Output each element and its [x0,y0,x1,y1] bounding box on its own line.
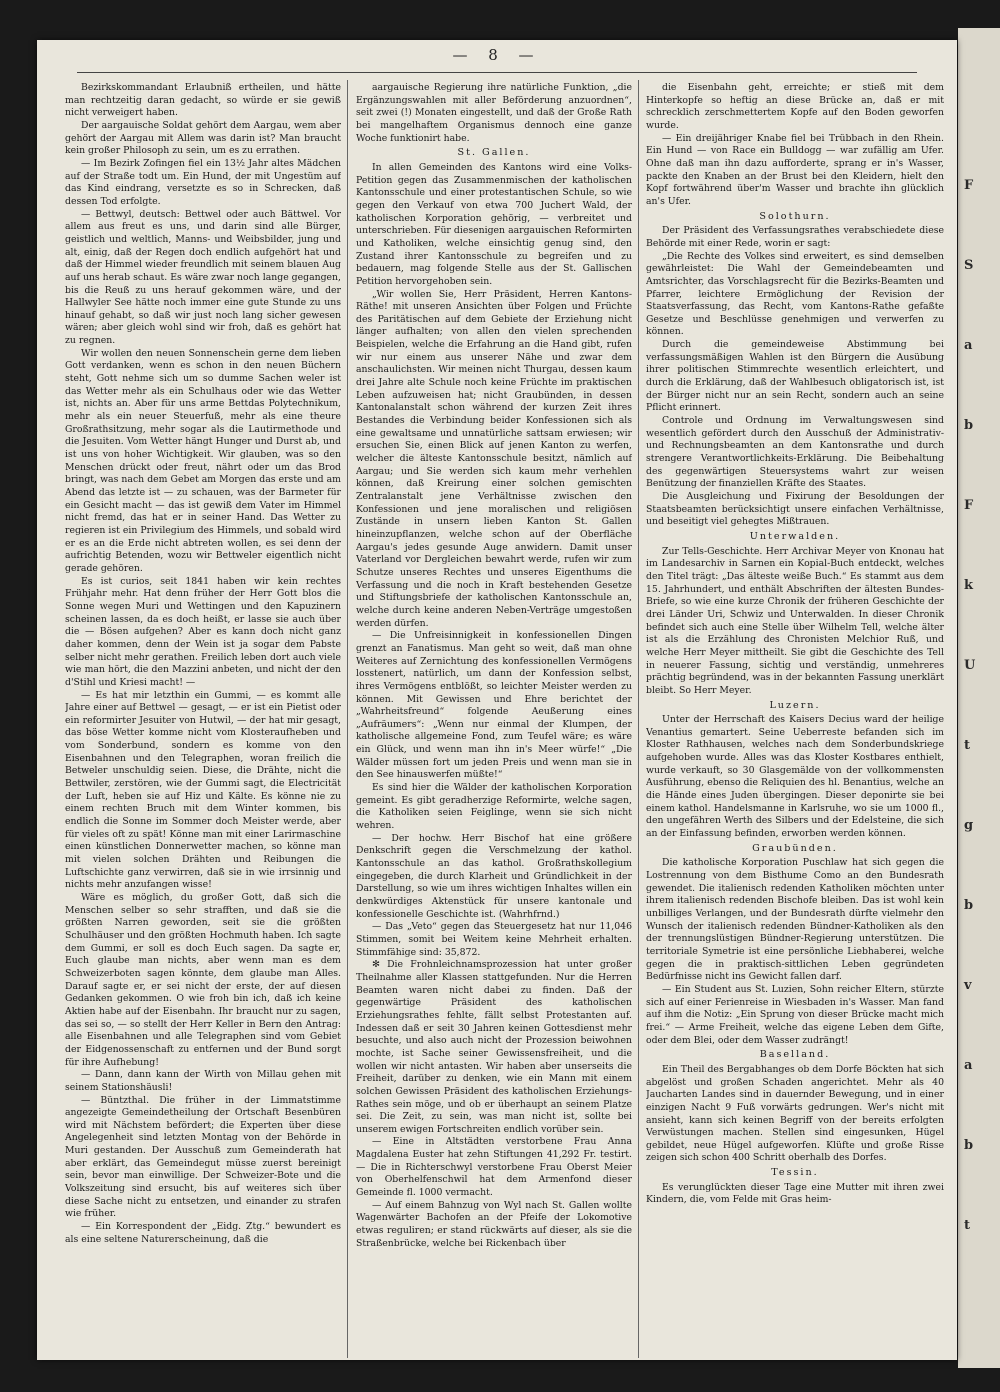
header-rule [77,72,917,73]
article-paragraph: „Wir wollen Sie, Herr Präsident, Herren Kantons-Räthe! mit unseren Ansichten über Folgen und Früchte des Paritätischen auf dem Gebiete der Erziehung nicht länger aufhalten; von allen den vielen sprechenden Beispielen, welche die Erfahrung an die Hand gibt, rufen wir nur einem aus unserer Nähe und zwar dem anschaulichsten. Wir meinen nicht Thurgau, dessen kaum drei Jahre alte Schule noch keine Früchte im praktischen Leben aufzuweisen hat; nicht Graubünden, in dessen Kantonalanstalt schon während der kurzen Zeit ihres Bestandes die Verbindung beider Konfessionen sich als eine gewaltsame und unnatürliche sattsam erwiesen; wir ersuchen Sie, einen Blick auf jenen Kanton zu werfen, welcher die älteste Kantonsschule besitzt, nämlich auf Aargau; und Sie werden sich kaum mehr verhehlen können, daß Kreirung einer solchen gemischten Zentralanstalt jene Verhältnisse zwischen den Konfessionen und jene moralischen und religiösen Zustände in unsern lieben Kanton St. Gallen hineinzupflanzen, welche schon auf der Oberfläche Aargau's jedes gesunde Auge anwidern. Damit unser Vaterland vor Dergleichen bewahrt werde, rufen wir zum Schutze unseres Rechtes und unseres Eigenthums die Verfassung und die noch in Kraft bestehenden Gesetze und Stiftungsbriefe der katholischen Kantonsschule an, welche durch keine anderen Neben-Verträge umgestoßen werden dürfen. [356,288,632,629]
adjacent-page-edge [958,28,1000,1368]
article-paragraph: Es ist curios, seit 1841 haben wir kein rechtes Frühjahr mehr. Hat denn früher der Herr Gott blos die Sonne wegen Muri und Wettingen und den Kapuzinern scheinen lassen, da es doch heißt, er lasse sie auch über die — Bösen aufgehen? Aber es kann doch nicht ganz daher kommen, denn der Wein ist ja sogar dem Pabste selber nicht mehr gerathen. Freilich leben dort auch viele wie man hört, die den Mazzini anbeten, und nicht der den d'Stihl und Kriesi macht! — [65,575,341,688]
article-paragraph: aargauische Regierung ihre natürliche Funktion, „die Ergänzungswahlen mit aller Beförderung anzuordnen“, seit zwei (!) Monaten eingestellt, und daß der Große Rath bei mangelhaftem Organismus dennoch eine ganze Woche funktionirt habe. [356,82,632,144]
article-paragraph: — Ein Student aus St. Luzien, Sohn reicher Eltern, stürzte sich auf einer Ferienreise in Wiesbaden in's Wasser. Man fand auf ihm die Notiz: „Ein Sprung von dieser Brücke macht mich frei.“ — Arme Freiheit, welche das eigene Leben dem Gifte, oder dem Blei, oder dem Wasser zudrängt! [646,983,944,1046]
adjacent-page-fragment: k [964,578,974,593]
article-paragraph: — Büntzthal. Die früher in der Limmatstimme angezeigte Gemeindetheilung der Ortschaft Besenbüren wird mit Nächstem befördert; die Experten über diese Angelegenheit sind letzten Montag von der Behörde in Muri gestanden. Der Ausschuß zum Gemeinderath hat aber erklärt, das Gemeindegut müsse zuerst bereinigt sein, bevor man einwillige. Der Schweizer-Bote und die Volkszeitung sind ersucht, bis auf weiteres sich über diese Sache nicht zu entsetzen, und einander zu strafen wie früher. [65,1094,341,1220]
article-paragraph: Controle und Ordnung im Verwaltungswesen sind wesentlich gefördert durch den Ausschuß der Administrativ- und Rechnungsbeamten an dem Kantonsrathe und durch strengere Verantwortlichkeits-Erklärung. Die Beibehaltung des gegenwärtigen Steuersystems wahrt zur weisen Benützung der finanziellen Kräfte des Staates. [646,415,944,490]
article-paragraph: — Der hochw. Herr Bischof hat eine größere Denkschrift gegen die Verschmelzung der kathol. Kantonsschule an das kathol. Großrathskollegium eingegeben, die durch Klarheit und Gründlichkeit in der Darstellung, so wie um ihres wichtigen Inhaltes willen ein denkwürdiges Aktenstück für unsere kantonale und konfessionelle Geschichte ist. (Wahrhfrnd.) [356,832,632,920]
newspaper-page [37,40,957,1360]
article-paragraph: ✻ Die Frohnleichnamsprozession hat unter großer Theilnahme aller Klassen stattgefunden. Nur die Herren Beamten waren nicht dabei zu finden. Daß der gegenwärtige Präsident des katholischen Erziehungsrathes fehlte, fällt selbst Protestanten auf. Indessen daß er seit 30 Jahren keinen Gottesdienst mehr besuchte, und also auch nicht der Prozession beiwohnen mochte, ist Sache seiner Gewissensfreiheit, und die wollen wir nicht antasten. Wir haben aber unserseits die Freiheit, darüber zu denken, wie ein Mann mit einem solchen Gewissen Präsident des katholischen Erziehungs-Rathes sein möge, und ob er überhaupt an seinem Platze sei. Die Zeit, zu sein, was man nicht ist, sollte bei unserem ewigen Fortschreiten endlich vorüber sein. [356,959,632,1135]
article-paragraph: Zur Tells-Geschichte. Herr Archivar Meyer von Knonau hat im Landesarchiv in Sarnen ein Kopial-Buch entdeckt, welches den Titel trägt: „Das älteste weiße Buch.“ Es stammt aus dem 15. Jahrhundert, und enthält Abschriften der ältesten Bundes-Briefe, so wie eine kurze Chronik der früheren Geschichte der drei Länder Uri, Schwiz und Unterwalden. In dieser Chronik befindet sich auch eine Stelle über Wilhelm Tell, welche älter ist als die Erzählung des Chronisten Melchior Ruß, und welche Herr Meyer mittheilt. Sie gibt die Geschichte des Tell in neuerer Fassung, sichtig und verständig, unmehreres prächtig begründend, was in der bekannten Fassung unerklärt bleibt. So Herr Meyer. [646,545,944,696]
article-paragraph: Wir wollen den neuen Sonnenschein gerne dem lieben Gott verdanken, wenn es schon in den neuen Büchern steht, Gott nehme sich um so dumme Sachen weler ist das Wetter mehr als ein Schulhaus oder wie das Wetter ist, nichts an. Aber für uns arme Bettdas Polytechnikum, mehr als ein neuer Steuerfuß, mehr als eine theure Großrathsitzung, mehr sogar als die Lautirmethode und die Jesuiten. Vom Wetter hängt Hunger und Durst ab, und ist uns von hoher Wichtigkeit. Wir glauben, was so den Menschen drückt oder freut, nährt oder um das Brod bringt, was nach dem Gebet am Morgen das erste und am Abend das letzte ist — zu schauen, was der Barmeter für ein Gesicht macht — das ist gewiß dem Vater im Himmel nicht fremd, das hat er in seiner Hand. Das Wetter zu regieren ist ein Privilegium des Himmels, und sobald wird er es an die Erde nicht abtreten wollen, es sei denn der aufrichtig Betenden, wozu wir Bettweler eigentlich nicht gerade gehören. [65,347,341,574]
article-paragraph: Der aargauische Soldat gehört dem Aargau, wem aber gehört der Aargau mit Allem was darin ist? Man braucht kein großer Philosoph zu sein, um es zu errathen. [65,119,341,157]
article-paragraph: Wäre es möglich, du großer Gott, daß sich die Menschen selber so sehr strafften, und daß sie die größten Narren geworden, seit sie die größten Schulhäuser und den größten Hochmuth haben. Ich sagte dem Gummi, er soll es doch Euch sagen. Da sagte er, Euch glaube man nichts, aber wenn man es dem Schweizerboten sagen könnte, dem glaube man Alles. Darauf sagte er, er sei nicht der erste, der auf diesen Gedanken gekommen. O wie froh bin ich, daß ich keine Aktien habe auf der Eisenbahn. Ihr braucht nur zu sagen, das sei so, — so stellt der Herr Keller in Bern den Antrag: alle Eisenbahnen und alle Telegraphen sind vom Gebiet der Eidgenossenschaft zu entfernen und der Bund sorgt für ihre Aufhebung! [65,892,341,1068]
article-paragraph: — Die Unfreisinnigkeit in konfessionellen Dingen grenzt an Fanatismus. Man geht so weit, daß man ohne Weiteres auf Zernichtung des konfessionellen Vermögens losstenert, natürlich, um dann der Konfession selbst, ihres Vermögens entblößt, so leichter Meister werden zu können. Mit Gewissen und Ehre berichtet der „Wahrheitsfreund“ folgende Aeußerung eines „Aufräumers“: „Wenn nur einmal der Klumpen, der katholische allgemeine Fond, zum Teufel wäre; es wäre ein Glück, und wenn man ihn in's Meer würfe!“ „Die Wälder müssen fort um jeden Preis und wenn man sie in den See hinauswerfen müßte!“ [356,630,632,781]
article-paragraph: — Auf einem Bahnzug von Wyl nach St. Gallen wollte Wagenwärter Bachofen an der Pfeife der Lokomotive etwas reguliren; er stand rückwärts auf dieser, als sie die Straßenbrücke, welche bei Rickenbach über [356,1199,632,1249]
article-paragraph: Es sind hier die Wälder der katholischen Korporation gemeint. Es gibt geradherzige Reformirte, welche sagen, die Katholiken seien Feiglinge, wenn sie sich nicht wehren. [356,782,632,832]
column-2 [356,82,632,1352]
article-paragraph: Ein Theil des Bergabhanges ob dem Dorfe Böckten hat sich abgelöst und großen Schaden angerichtet. Mehr als 40 Jaucharten Landes sind in dauernder Bewegung, und in einer einzigen Nacht 9 Fuß vorwärts gedrungen. Wer's nicht mit ansieht, kann sich keinen Begriff von der bereits erfolgten Verwüstungen machen. Stellen sind eingesunken, Hügel gebildet, neue Hügel aufgeworfen. Klüfte und große Risse zeigen sich schon 400 Schritt oberhalb des Dorfes. [646,1063,944,1164]
adjacent-page-fragment: t [964,738,971,753]
adjacent-page-fragment: b [964,898,974,913]
article-paragraph: Es verunglückten dieser Tage eine Mutter mit ihren zwei Kindern, die, vom Felde mit Gras heim- [646,1181,944,1206]
article-paragraph: — Ein dreijähriger Knabe fiel bei Trübbach in den Rhein. Ein Hund — von Race ein Bulldogg — war zufällig am Ufer. Ohne daß man ihn dazu aufforderte, sprang er in's Wasser, packte den Knaben an der Brust bei den Kleidern, hielt den Kopf fortwährend über'm Wasser und brachte ihn glücklich an's Ufer. [646,132,944,207]
article-paragraph: — Es hat mir letzthin ein Gummi, — es kommt alle Jahre einer auf Bettwel — gesagt, — er ist ein Pietist oder ein reformirter Jesuiter von Hutwil, — der hat mir gesagt, das böse Wetter komme nicht vom Klosteraufheben und vom Sonderbund, sondern es komme von den Eisenbahnen und den Telegraphen, woran freilich die Betweler unschuldig seien. Diese, die Drähte, nicht die Bettwiler, zerstören, wie der Gummi sagt, die Electricität der Luft, heben sie auf Hiz und Kälte. Es könne nie zu einem rechten Bruch mit dem Winter kommen, bis endlich die Sonne im Sommer doch Meister werde, aber für vieles oft zu spät! Könne man mit einer Larirmaschine einen künstlichen Donnerwetter machen, so könne man mit vielen solchen Drähten und Reibungen die Luftschichte ganz verwirren, daß sie in wie irrsinnig und nichts mehr anzufangen wisse! [65,689,341,891]
adjacent-page-fragment: F [964,498,974,513]
adjacent-page-fragment: g [964,818,974,833]
article-paragraph: Die katholische Korporation Puschlaw hat sich gegen die Lostrennung von dem Bisthume Como an den Bundesrath gewendet. Die italienisch redenden Katholiken möchten unter ihrem italienisch redenden Bischofe bleiben. Das ist wohl kein unbilliges Verlangen, und der Bundesrath dürfte vielmehr den Wunsch der italienisch redenden Bündner-Katholiken als den der trennungslüstigen Bündner-Regierung unterstützen. Die territoriale Symetrie ist eine persönliche Liebhaberei, welche gegen die in praktisch-sittlichen Leben gegründeten Bedürfnisse nicht ins Gewicht fallen darf. [646,857,944,983]
article-paragraph: — Ein Korrespondent der „Eidg. Ztg.“ bewundert es als eine seltene Naturerscheinung, daß die [65,1221,341,1245]
article-paragraph: In allen Gemeinden des Kantons wird eine Volks-Petition gegen das Zusammenmischen der katholischen Kantonsschule und einer protestantischen Schule, so wie gegen den Verkauf von etwa 700 Juchert Wald, der katholischen Korporation gehörig, — verbreitet und unterschrieben. Für diesenigen aargauischen Reformirten und Katholiken, welche einsichtig genug sind, den Zustand ihrer Kantonsschule zu begreifen und zu bedauern, mag folgende Stelle aus der St. Gallischen Petition hervorgehoben sein. [356,161,632,287]
column-3 [646,82,944,1352]
article-paragraph: Durch die gemeindeweise Abstimmung bei verfassungsmäßigen Wahlen ist den Bürgern die Ausübung ihrer politischen Stimmrechte wesentlich erleichtert, und durch die Erklärung, daß der Wahlbesuch obligatorisch ist, ist der Bürger nicht nur an sein Recht, sondern auch an seine Pflicht erinnert. [646,339,944,414]
article-paragraph: Bezirkskommandant Erlaubniß ertheilen, und hätte man rechtzeitig daran gedacht, so würde er sie gewiß nicht verweigert haben. [65,82,341,119]
column-divider [638,80,639,1358]
section-heading: Unterwalden. [749,530,841,542]
article-paragraph: die Eisenbahn geht, erreichte; er stieß mit dem Hinterkopfe so heftig an diese Brücke an, daß er mit schrecklich zerschmettertem Kopfe auf den Boden geworfen wurde. [646,82,944,131]
article-paragraph: — Im Bezirk Zofingen fiel ein 13½ Jahr altes Mädchen auf der Straße todt um. Ein Hund, der mit Ungestüm auf das Kind eindrang, versetzte es so in Schrecken, daß dessen Tod erfolgte. [65,157,341,207]
column-divider [347,80,348,1358]
adjacent-page-fragment: t [964,1218,971,1233]
adjacent-page-fragment: a [964,338,973,353]
article-paragraph: „Die Rechte des Volkes sind erweitert, es sind demselben gewährleistet: Die Wahl der Gemeindebeamten und Amtsrichter, das Vorschlagsrecht für die Bezirks-Beamten und Pfarrer, leichtere Ermöglichung der Revision der Staatsverfassung, das Recht, vom Kantons-Rathe gefaßte Gesetze und Beschlüsse genehmigen und verwerfen zu können. [646,250,944,338]
section-heading: Baselland. [759,1049,831,1061]
article-paragraph: Die Ausgleichung und Fixirung der Besoldungen der Staatsbeamten berücksichtigt unsere einfachen Verhältnisse, und beseitigt viel gehegtes Mißtrauen. [646,491,944,528]
article-paragraph: Unter der Herrschaft des Kaisers Decius ward der heilige Venantius gemartert. Seine Ueberreste befanden sich im Kloster Rathhausen, welches nach dem Sonderbundskriege aufgehoben wurde. Alles was das Kloster Kostbares enthielt, wurde verkauft, so 30 Glasgemälde von der vollkommensten Ausführung, ebenso die Reliquien des hl. Benantius, welche an die Hände eines Juden übergingen. Dieser deponirte sie bei einem kathol. Handelsmanne in Karlsruhe, wo sie um 1000 fl., den ungefähren Werth des Silbers und der Edelsteine, die sich an der Einfassung befinden, erworben werden können. [646,714,944,840]
column-1 [65,82,341,1352]
section-heading: Luzern. [769,699,821,711]
article-paragraph: — Eine in Altstädten verstorbene Frau Anna Magdalena Euster hat zehn Stiftungen 41,292 Fr. testirt. — Die in Richterschwyl verstorbene Frau Oberst Meier von Oberhelfenschwil hat dem Armenfond dieser Gemeinde fl. 1000 vermacht. [356,1136,632,1199]
adjacent-page-fragment: F [964,178,974,193]
article-paragraph: Der Präsident des Verfassungsrathes verabschiedete diese Behörde mit einer Rede, worin er sagt: [646,225,944,249]
adjacent-page-fragment: a [964,1058,973,1073]
adjacent-page-fragment: U [964,658,976,673]
adjacent-page-fragment: b [964,1138,974,1153]
page-number: — 8 — [452,46,542,64]
adjacent-page-fragment: b [964,418,974,433]
section-heading: Solothurn. [759,210,831,222]
adjacent-page-fragment: v [964,978,972,993]
section-heading: St. Gallen. [457,147,531,159]
adjacent-page-fragment: S [964,258,974,273]
section-heading: Tessin. [771,1167,819,1179]
section-heading: Graubünden. [752,842,838,854]
article-paragraph: — Dann, dann kann der Wirth von Millau gehen mit seinem Stationshäusli! [65,1069,341,1093]
article-paragraph: — Bettwyl, deutsch: Bettwel oder auch Bättwel. Vor allem aus freut es uns, und darin sind alle Bürger, geistlich und weltlich, Manns- und Weibsbilder, jung und alt, einig, daß der Regen doch endlich aufgehört hat und daß der Himmel wieder freundlich mit seinem blauen Aug auf uns herab schaut. Es wäre zwar noch lange gegangen, bis die Reuß zu uns herauf gekommen wäre, und der Hallwyler See hätte noch immer eine gute Stunde zu uns hinauf gehabt, so daß wir just noch lang sicher gewesen wären; aber gleich wohl sind wir froh, daß es gehört hat zu regnen. [65,208,341,347]
article-paragraph: — Das „Veto“ gegen das Steuergesetz hat nur 11,046 Stimmen, somit bei Weitem keine Mehrheit erhalten. Stimmfähige sind: 35,872. [356,921,632,958]
